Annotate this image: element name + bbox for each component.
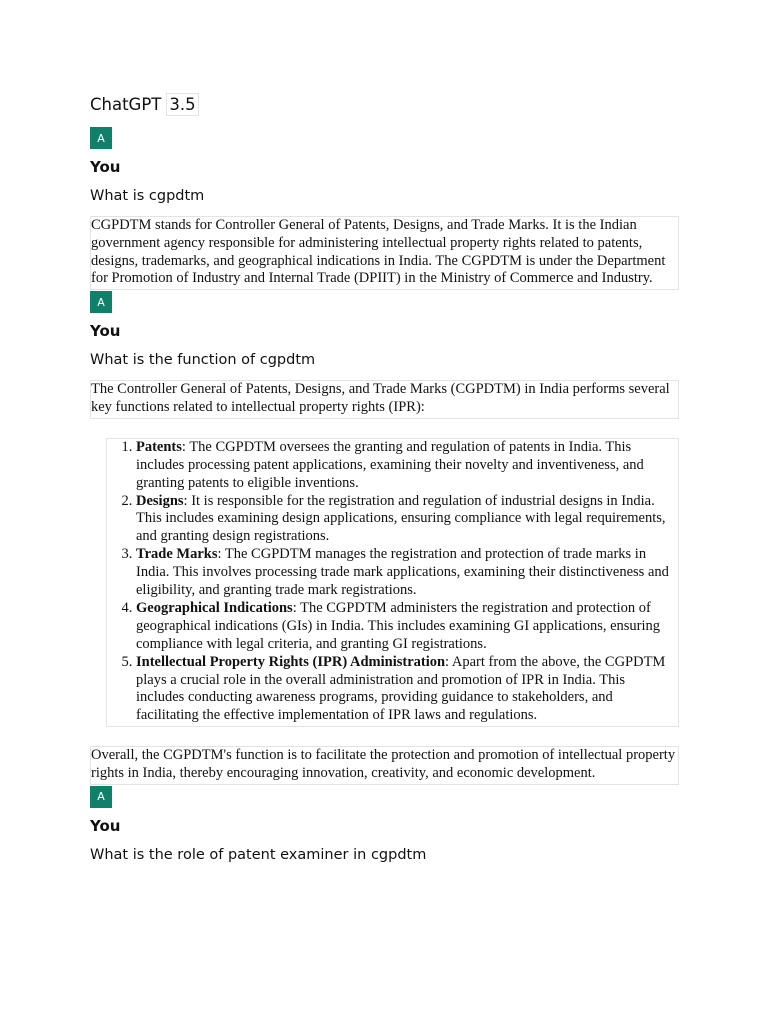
list-item bbox=[136, 439, 676, 493]
list-item bbox=[136, 546, 676, 600]
message-author: You bbox=[90, 816, 121, 835]
app-title: ChatGPT bbox=[90, 94, 162, 114]
model-version-badge[interactable]: 3.5 bbox=[166, 93, 198, 116]
user-question: What is the role of patent examiner in cgpdtm bbox=[90, 846, 427, 863]
list-item bbox=[136, 493, 676, 547]
user-question: What is the function of cgpdtm bbox=[90, 352, 316, 369]
list-item-text: : The CGPDTM manages the registration and protection of trade marks in India. This involves processing trade mark applications, examining their distinctiveness and eligibility, and granting trade mark registrations. bbox=[136, 546, 669, 599]
assistant-answer-intro: The Controller General of Patents, Designs, and Trade Marks (CGPDTM) in India performs several key functions related to intellectual property rights (IPR): bbox=[90, 380, 679, 419]
list-item bbox=[136, 654, 676, 726]
list-item-text: : It is responsible for the registration and regulation of industrial designs in India. This includes examining design applications, ensuring compliance with legal requirements, and granting design registrations. bbox=[136, 492, 666, 545]
list-item-term: Geographical Indications bbox=[136, 599, 293, 616]
user-question: What is cgpdtm bbox=[90, 188, 205, 204]
assistant-answer-conclusion: Overall, the CGPDTM's function is to facilitate the protection and promotion of intellectual property rights in India, thereby encouraging innovation, creativity, and economic development. bbox=[90, 746, 679, 785]
user-avatar: A bbox=[90, 291, 112, 313]
user-avatar: A bbox=[90, 786, 112, 808]
function-list bbox=[106, 438, 679, 728]
list-item-text: : The CGPDTM oversees the granting and regulation of patents in India. This includes processing patent applications, examining their novelty and inventiveness, and granting patents to eligible inventions. bbox=[136, 438, 644, 491]
list-item bbox=[136, 600, 676, 654]
message-author: You bbox=[90, 158, 121, 176]
list-item-text: : Apart from the above, the CGPDTM plays a crucial role in the overall administration and promotion of IPR in India. This includes conducting awareness programs, providing guidance to stakeholders, and facilitating the effective implementation of IPR laws and regulations. bbox=[136, 653, 666, 724]
assistant-answer: CGPDTM stands for Controller General of Patents, Designs, and Trade Marks. It is the Indian government agency responsible for administering intellectual property rights related to patents, designs, trademarks, and geographical indications in India. The CGPDTM is under the Department for Promotion of Industry and Internal Trade (DPIIT) in the Ministry of Commerce and Industry. bbox=[90, 216, 679, 290]
list-item-text: : The CGPDTM administers the registration and protection of geographical indications (GIs) in India. This includes examining GI applications, ensuring compliance with legal criteria, and granting GI registrations. bbox=[136, 599, 661, 652]
header bbox=[90, 92, 679, 116]
chat-transcript bbox=[90, 92, 679, 863]
message-author: You bbox=[90, 322, 121, 341]
list-item-term: Patents bbox=[136, 438, 182, 455]
list-item-term: Designs bbox=[136, 492, 184, 509]
list-item-term: Trade Marks bbox=[136, 546, 218, 563]
user-avatar: A bbox=[90, 127, 112, 149]
list-item-term: Intellectual Property Rights (IPR) Administration bbox=[136, 653, 446, 670]
